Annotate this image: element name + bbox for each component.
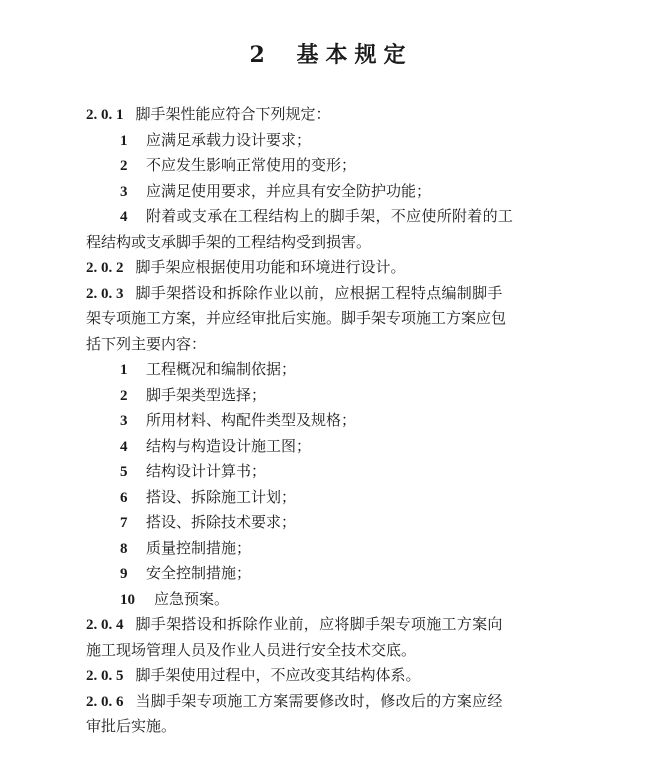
list-item (86, 485, 586, 511)
clause-text-continued: 架专项施工方案，并应经审批后实施。脚手架专项施工方案应包 (86, 309, 507, 327)
item-text: 应满足承载力设计要求； (146, 130, 312, 149)
clause-number: 2. 0. 5 (86, 668, 124, 684)
item-text: 应满足使用要求，并应具有安全防护功能； (146, 181, 432, 200)
item-text: 不应发生影响正常使用的变形； (146, 156, 357, 174)
item-number: 5 (120, 464, 128, 480)
list-item (86, 561, 586, 587)
item-text: 搭设、拆除技术要求； (146, 513, 297, 531)
item-text: 所用材料、构配件类型及规格； (146, 411, 357, 429)
clause-2-0-4 (86, 612, 586, 638)
item-text: 工程概况和编制依据； (146, 360, 297, 378)
clause-continuation (86, 306, 586, 332)
clause-text: 脚手架使用过程中，不应改变其结构体系。 (135, 666, 421, 684)
clause-2-0-1 (86, 102, 586, 128)
list-item (86, 357, 586, 383)
item-number: 2 (120, 158, 128, 174)
clause-text: 脚手架应根据使用功能和环境进行设计。 (135, 258, 406, 276)
item-number: 3 (120, 413, 128, 429)
list-item (86, 587, 586, 613)
item-number: 3 (120, 183, 128, 200)
list-item (86, 204, 586, 230)
clause-number: 2. 0. 6 (86, 693, 124, 710)
item-text: 脚手架类型选择； (146, 385, 267, 404)
item-text: 附着或支承在工程结构上的脚手架，不应使所附着的工 (146, 207, 514, 225)
clause-text: 脚手架性能应符合下列规定： (135, 105, 331, 123)
clause-text-continued: 括下列主要内容： (86, 334, 207, 353)
clause-continuation (86, 638, 586, 664)
list-item (86, 128, 586, 154)
item-text: 质量控制措施； (146, 538, 252, 557)
list-item (86, 383, 586, 409)
item-text: 结构设计计算书； (146, 462, 267, 480)
clause-text: 当脚手架专项施工方案需要修改时，修改后的方案应经 (135, 691, 503, 710)
list-item (86, 510, 586, 536)
clause-2-0-6 (86, 689, 586, 715)
item-text: 安全控制措施； (146, 564, 252, 582)
item-number: 6 (120, 489, 128, 506)
clause-number: 2. 0. 3 (86, 285, 124, 302)
chapter-title (0, 38, 662, 69)
list-item (86, 459, 586, 485)
clause-text-continued: 审批后实施。 (86, 717, 177, 735)
item-number: 1 (120, 362, 128, 378)
clause-2-0-3 (86, 281, 586, 307)
item-number: 7 (120, 515, 128, 531)
list-item (86, 536, 586, 562)
item-continuation (86, 230, 586, 256)
clause-continuation (86, 332, 586, 358)
clause-2-0-5 (86, 663, 586, 689)
list-item (86, 408, 586, 434)
item-text: 结构与构造设计施工图； (146, 436, 312, 455)
clause-2-0-2 (86, 255, 586, 281)
clause-number: 2. 0. 4 (86, 617, 124, 633)
item-number: 8 (120, 540, 128, 557)
clause-text: 脚手架搭设和拆除作业前，应将脚手架专项施工方案向 (135, 615, 503, 633)
clause-text: 脚手架搭设和拆除作业以前，应根据工程特点编制脚手 (135, 283, 503, 302)
list-item (86, 179, 586, 205)
item-text-continued: 程结构或支承脚手架的工程结构受到损害。 (86, 232, 372, 251)
clause-continuation (86, 714, 586, 740)
item-number: 1 (120, 132, 128, 149)
item-number: 9 (120, 566, 128, 582)
item-number: 10 (120, 591, 135, 608)
clause-number: 2. 0. 2 (86, 260, 124, 276)
item-number: 2 (120, 387, 128, 404)
chapter-number: 2 (249, 42, 272, 68)
item-number: 4 (120, 209, 128, 225)
clause-number: 2. 0. 1 (86, 107, 124, 123)
list-item (86, 153, 586, 179)
clause-list (86, 102, 586, 740)
chapter-name: 基本规定 (296, 42, 413, 68)
clause-text-continued: 施工现场管理人员及作业人员进行安全技术交底。 (86, 640, 417, 659)
list-item (86, 434, 586, 460)
item-text: 搭设、拆除施工计划； (146, 487, 297, 506)
item-number: 4 (120, 438, 128, 455)
item-text: 应急预案。 (154, 589, 230, 608)
